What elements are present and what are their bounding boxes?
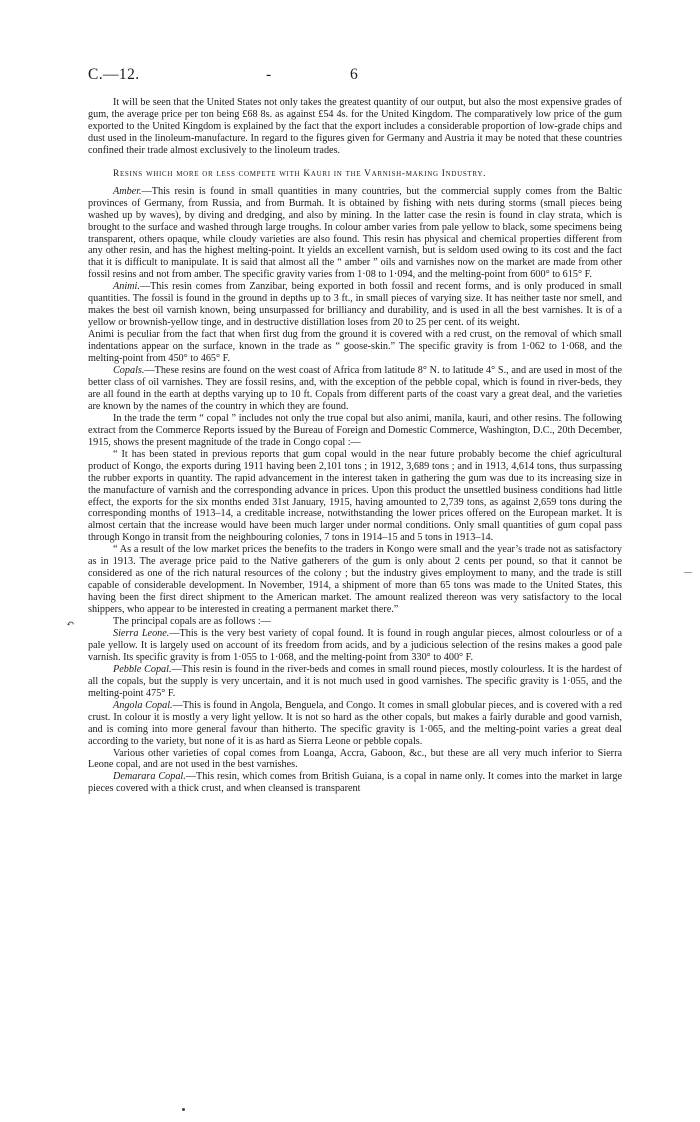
paragraph-text: —This resin is found in small quantities in many countries, but the commercial supply comes from the Baltic provinces of Germany, from Russia, and from Burmah. It is obtained by fishing with nets during storms (small pieces being washed up by waves), by diving and dredging, and also by mining. In the latter case the resin is found in clay strata, which is brought to the surface and washed through large troughs. In colour amber varies from pale yellow to black, some specimens being transparent, others opaque, while cloudy varieties are also found. This resin has physical and chemical properties different from any other resin, and has the highest melting-point. It yields an excellent varnish, but is seldom used owing to its cost and the fact that it is difficult to manipulate. It is said that almost all the “ amber ” oils and varnishes now on the market are made from other fossil resins and not from amber. The specific gravity varies from 1·08 to 1·094, and the melting-point from 600° to 615° F. [88,185,622,281]
paragraph-sierra-leone [88,628,622,664]
margin-arrow-icon: ↶ [66,619,75,630]
run-in-title: Copals. [113,365,145,377]
paragraph-pebble-copal [88,664,622,700]
page-number: 6 [350,66,359,83]
paragraph-text: —These resins are found on the west coast of Africa from latitude 8° N. to latitude 4° S., and are used in most of the better class of oil varnishes. They are fossil resins, and, with the exception of the pebble copal, which is found in river-beds, they are all found in the earth at depths varying up to 10 ft. Copals from different parts of the coast vary a great deal, and the varieties are known by the names of the country in which they are found. [88,365,622,412]
margin-mark [684,572,692,573]
paragraph-text: —This is found in Angola, Benguela, and Congo. It comes in small globular pieces, and is covered with a red crust. In colour it is mostly a very light yellow. It is not so hard as the other copals, but makes a fairly durable and good varnish, and is coming into more general favour than hitherto. The specific gravity is 1·065, and the melting-point varies a great deal according to the variety, but none of it is as hard as Sierra Leone or pebble copals. [88,699,622,747]
run-in-title: Pebble Copal. [113,663,172,675]
run-in-title: Amber. [113,185,142,197]
section-heading: Resins which more or less compete with Kauri in the Varnish-making Industry. [113,168,487,179]
paragraph-copals [88,365,622,413]
paragraph-animi [88,281,622,329]
paragraph-text: —This is the very best variety of copal found. It is found in rough angular pieces, almost colourless or of a pale yellow. It is largely used on account of its freedom from acids, and by a judicious selection of the resins makes a good pale varnish. Its specific gravity is from 1·055 to 1·068, and the melting-point from 330° to 400° F. [88,627,622,663]
paragraph-trade-term: In the trade the term “ copal ” includes not only the true copal but also animi, manila, kauri, and other resins. The following extract from the Commerce Reports issued by the Bureau of Foreign and Domestic Commerce, Washington, D.C., 20th December, 1915, shows the present magnitude of the trade in Congo copal :— [88,412,622,448]
run-in-title: Animi. [113,281,140,293]
run-in-title: Demarara Copal. [113,771,186,783]
run-in-title: Sierra Leone. [113,627,170,639]
paragraph-amber [88,186,622,282]
paragraph-text: —This resin comes from Zanzibar, being exported in both fossil and recent forms, and is only produced in small quantities. The fossil is found in the ground in depths up to 3 ft., in small pieces of varying size. It has neither taste nor smell, and makes the best oil varnish known, being unsurpassed for brilliancy and durability, and is used in all the best varnishes. It is of a yellow or brownish-yellow tinge, and in destructive distillation loses from 20 to 25 per cent. of its weight. [88,281,622,329]
paragraph-text: —This resin, which comes from British Guiana, is a copal in name only. It comes into the market in large pieces covered with a thick crust, and when cleansed is transparent [88,771,622,795]
document-body [88,97,622,795]
header-mark: - [266,66,272,83]
paragraph-text: —This resin is found in the river-beds and comes in small round pieces, mostly colourless. It is the hardest of all the copals, but the supply is very uncertain, and it is not much used in good varnishes. The specific gravity is 1·055, and the melting-point 475° F. [88,663,622,699]
document-reference: C.—12. [88,66,140,83]
paragraph-animi-crust: Animi is peculiar from the fact that when first dug from the ground it is covered with a red crust, on the removal of which small indentations appear on the surface, known in the trade as “ goose-skin.” The specific gravity is from 1·062 to 1·068, and the melting-point from 450° to 465° F. [88,329,622,365]
paragraph-demarara-copal [88,771,622,795]
paragraph-other-varieties: Various other varieties of copal comes from Loanga, Accra, Gaboon, &c., but these are all very much inferior to Sierra Leone copal, and are not used in the best varnishes. [88,747,622,771]
run-in-title: Angola Copal. [113,699,173,711]
paragraph-angola-copal [88,700,622,748]
paragraph-us-trade: It will be seen that the United States not only takes the greatest quantity of our output, but also the most expensive grades of gum, the average price per ton being £68 8s. as against £54 4s. for the United Kingdom. The comparatively low price of the gum exported to the United Kingdom is explained by the fact that the export includes a considerable proportion of low-grade chips and dust used in the linoleum-manufacture. In regard to the figures given for Germany and Austria it may be noted that these countries confined their trade almost exclusively to the linoleum trades. [88,97,622,156]
page-header [88,66,628,86]
quote-paragraph-1: “ It has been stated in previous reports that gum copal would in the near future probably become the chief agricultural product of Kongo, the exports during 1911 having been 2,101 tons ; in 1912, 3,689 tons ; and in 1913, 4,614 tons, thus surpassing the rubber exports in quantity. The rapid advancement in the interest taken in gathering the gum was due to its increasing size in the manufacture of varnish and the corresponding advance in prices. Upon this product the unsettled business conditions had little effect, the exports for the six months ended 31st January, 1915, having amounted to 2,739 tons, as against 2,659 tons during the corresponding months of 1913–14, a creditable increase, notwithstanding the lower prices offered on the European market. It is almost certain that the increase would have been much larger under normal conditions. Only small quantities of gum copal pass through Kongo in transit from the neighbouring colonies, 7 tons in 1914–15 and 5 tons in 1913–14. [88,448,622,544]
paragraph-principal-copals: The principal copals are as follows :— [113,616,271,628]
quote-paragraph-2: “ As a result of the low market prices the benefits to the traders in Kongo were small and the year’s trade not as satisfactory as in 1913. The average price paid to the Native gatherers of the gum is only about 2 cents per pound, so that it cannot be considered as one of the rich natural resources of the colony ; but the industry gives employment to many, and the trade is still capable of considerable development. In November, 1914, a shipment of more than 65 tons was made to the United States, this having been the first direct shipment to the American market. The amount realized thereon was very satisfactory to the local shippers, who appear to be interested in creating a permanent market there.” [88,544,622,616]
scan-speck [182,1108,185,1111]
